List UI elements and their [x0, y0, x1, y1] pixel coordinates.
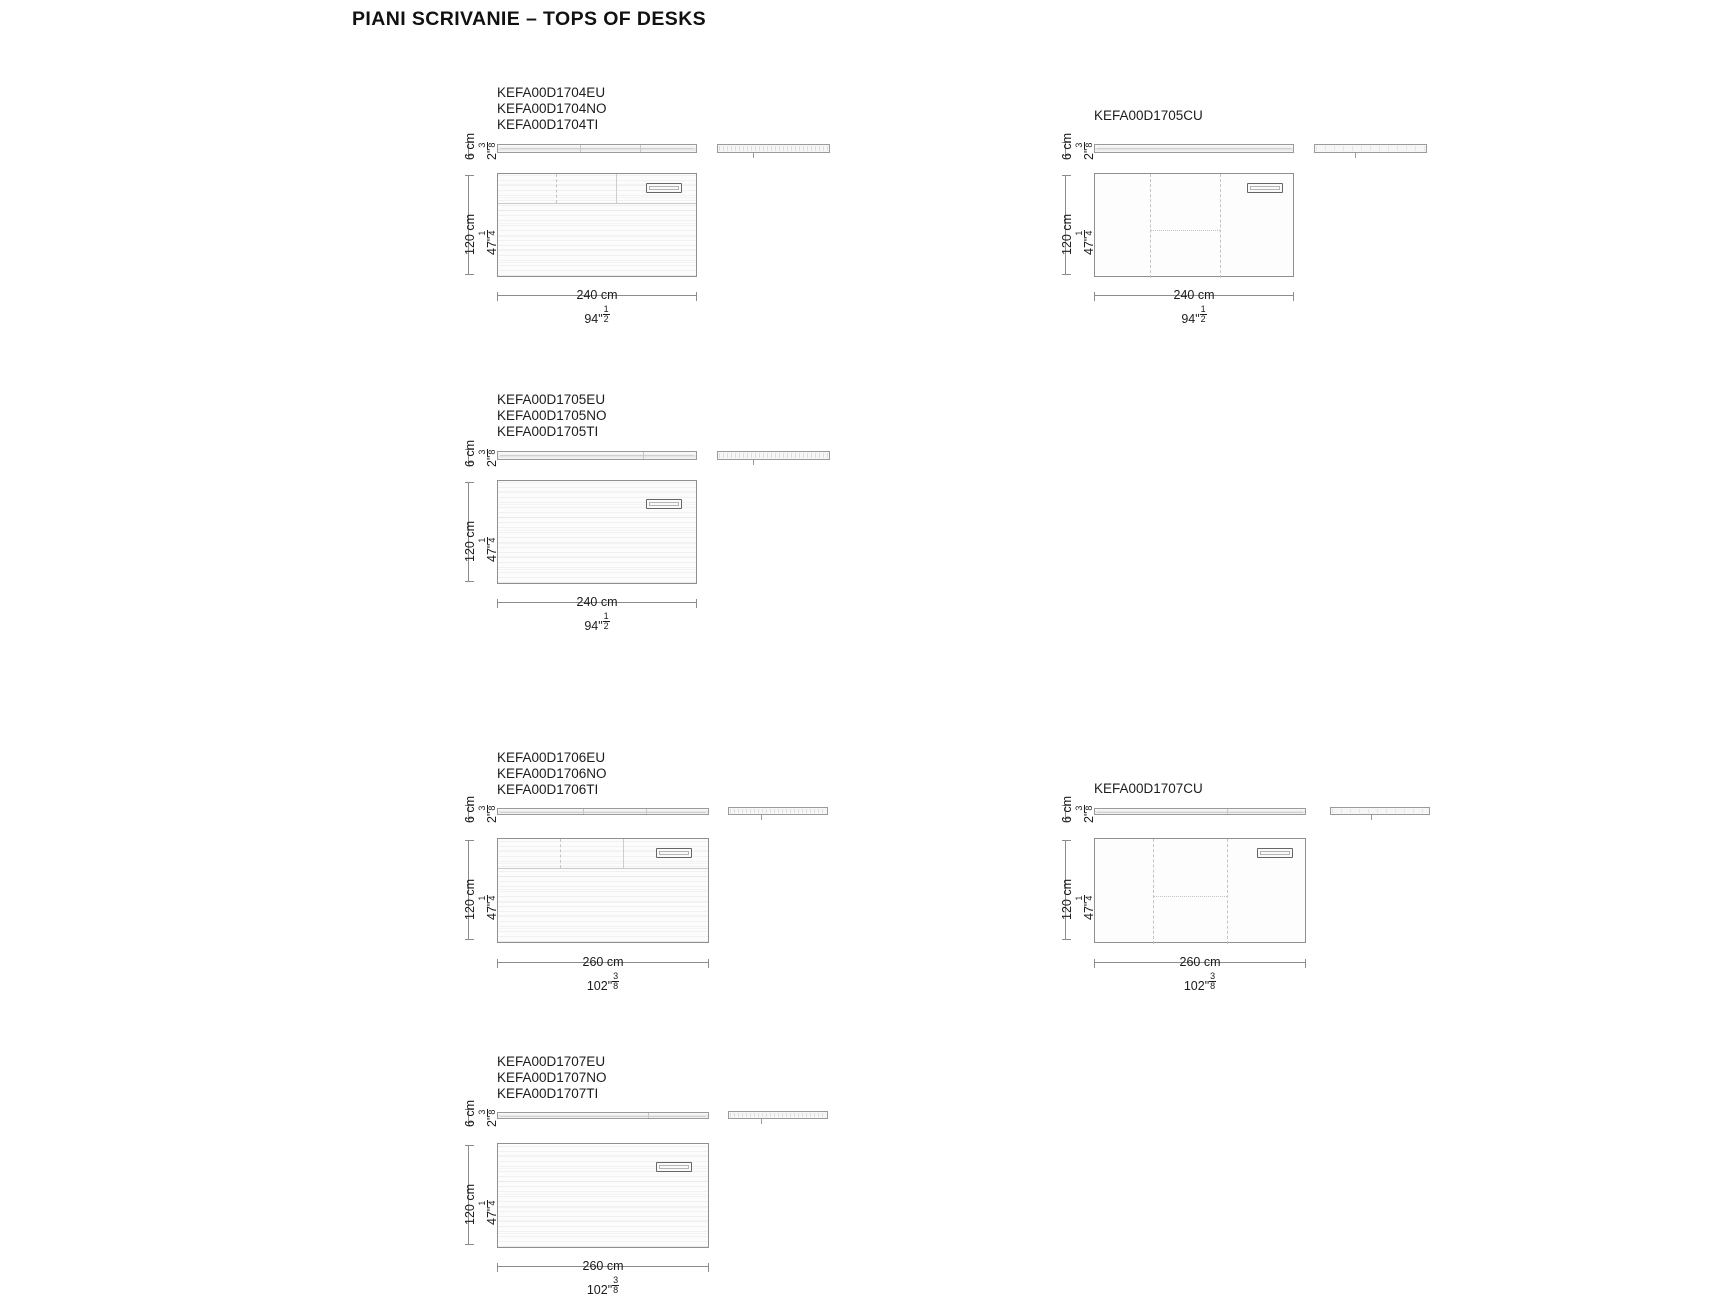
page-title: PIANI SCRIVANIE – TOPS OF DESKS: [352, 8, 707, 30]
product-code: KEFA00D1704TI: [497, 117, 599, 133]
section-elevation: [728, 1111, 828, 1119]
cable-grommet: [1247, 183, 1283, 193]
depth-label-cm: 120 cm: [463, 521, 477, 562]
width-label-in: 94" $\frac{1}{2}$: [584, 304, 609, 326]
product-code: KEFA00D1707TI: [497, 1086, 599, 1102]
section-elevation: [717, 451, 830, 460]
side-elevation: [497, 451, 697, 460]
depth-label-cm: 120 cm: [1060, 879, 1074, 920]
product-code: KEFA00D1707CU: [1094, 781, 1203, 796]
width-label-in: 94" $\frac{1}{2}$: [584, 611, 609, 633]
cable-grommet: [646, 499, 682, 509]
section-elevation: [717, 144, 830, 153]
side-elevation: [497, 144, 697, 153]
product-code: KEFA00D1704NO: [497, 101, 607, 117]
cable-grommet: [646, 183, 682, 193]
plan-view: [497, 173, 697, 277]
plan-view: [1094, 173, 1294, 277]
plan-view: [497, 1143, 709, 1248]
cable-grommet: [656, 848, 692, 858]
thickness-label-cm: 6 cm: [463, 439, 477, 467]
width-label-cm: 260 cm: [1179, 955, 1221, 969]
section-elevation: [1314, 144, 1427, 153]
cable-grommet: [656, 1162, 692, 1172]
width-label-in: 102" $\frac{3}{8}$: [1183, 971, 1216, 993]
thickness-label-cm: 6 cm: [1060, 132, 1074, 160]
width-label-cm: 240 cm: [576, 595, 618, 609]
product-code: KEFA00D1707NO: [497, 1070, 607, 1086]
side-elevation: [497, 1112, 709, 1119]
thickness-label-in: 2" 3 8: [1074, 805, 1096, 823]
width-label-in: 102" $\frac{3}{8}$: [586, 1275, 619, 1297]
plan-view: [497, 838, 709, 943]
thickness-label-in: 2" 3 8: [477, 805, 499, 823]
width-label-in: 102" $\frac{3}{8}$: [586, 971, 619, 993]
side-elevation: [497, 808, 709, 815]
product-codes: [497, 750, 607, 799]
width-label-cm: 240 cm: [576, 288, 618, 302]
product-codes: [1094, 108, 1203, 124]
depth-label-cm: 120 cm: [463, 1184, 477, 1225]
product-codes: [1094, 781, 1203, 797]
thickness-label-cm: 6 cm: [463, 1099, 477, 1127]
width-label-cm: 260 cm: [582, 955, 624, 969]
section-elevation: [728, 807, 828, 815]
width-label-cm: 260 cm: [582, 1259, 624, 1273]
depth-label-in: 47" 1 4: [1074, 895, 1096, 920]
product-code: KEFA00D1705NO: [497, 408, 607, 424]
depth-label-in: 47" 1 4: [1074, 230, 1096, 255]
product-code: KEFA00D1705CU: [1094, 108, 1203, 123]
thickness-label-cm: 6 cm: [463, 795, 477, 823]
product-code: KEFA00D1704EU: [497, 85, 606, 100]
product-code: KEFA00D1706TI: [497, 782, 599, 798]
width-label-in: 94" $\frac{1}{2}$: [1181, 304, 1206, 326]
width-label-cm: 240 cm: [1173, 288, 1215, 302]
depth-label-cm: 120 cm: [1060, 214, 1074, 255]
thickness-label-in: 2" 3 8: [477, 142, 499, 160]
plan-view: [497, 480, 697, 584]
depth-label-in: 47" 1 4: [477, 230, 499, 255]
section-elevation: [1330, 807, 1430, 815]
plan-view: [1094, 838, 1306, 943]
product-code: KEFA00D1705EU: [497, 392, 606, 407]
thickness-label-cm: 6 cm: [1060, 795, 1074, 823]
depth-label-in: 47" 1 4: [477, 537, 499, 562]
product-code: KEFA00D1705TI: [497, 424, 599, 440]
side-elevation: [1094, 808, 1306, 815]
thickness-label-in: 2" 3 8: [477, 449, 499, 467]
product-codes: [497, 85, 607, 134]
thickness-label-cm: 6 cm: [463, 132, 477, 160]
product-codes-1707: [497, 1054, 607, 1103]
depth-label-in: 47" 1 4: [477, 1200, 499, 1225]
cable-grommet: [1257, 848, 1293, 858]
side-elevation: [1094, 144, 1294, 153]
depth-label-in: 47" 1 4: [477, 895, 499, 920]
product-code: KEFA00D1707EU: [497, 1054, 606, 1069]
depth-label-cm: 120 cm: [463, 879, 477, 920]
thickness-label-in: 2" 3 8: [1074, 142, 1096, 160]
depth-label-cm: 120 cm: [463, 214, 477, 255]
product-code: KEFA00D1706NO: [497, 766, 607, 782]
product-code: KEFA00D1706EU: [497, 750, 606, 765]
thickness-label-in: 2" 3 8: [477, 1109, 499, 1127]
product-codes: [497, 392, 607, 441]
